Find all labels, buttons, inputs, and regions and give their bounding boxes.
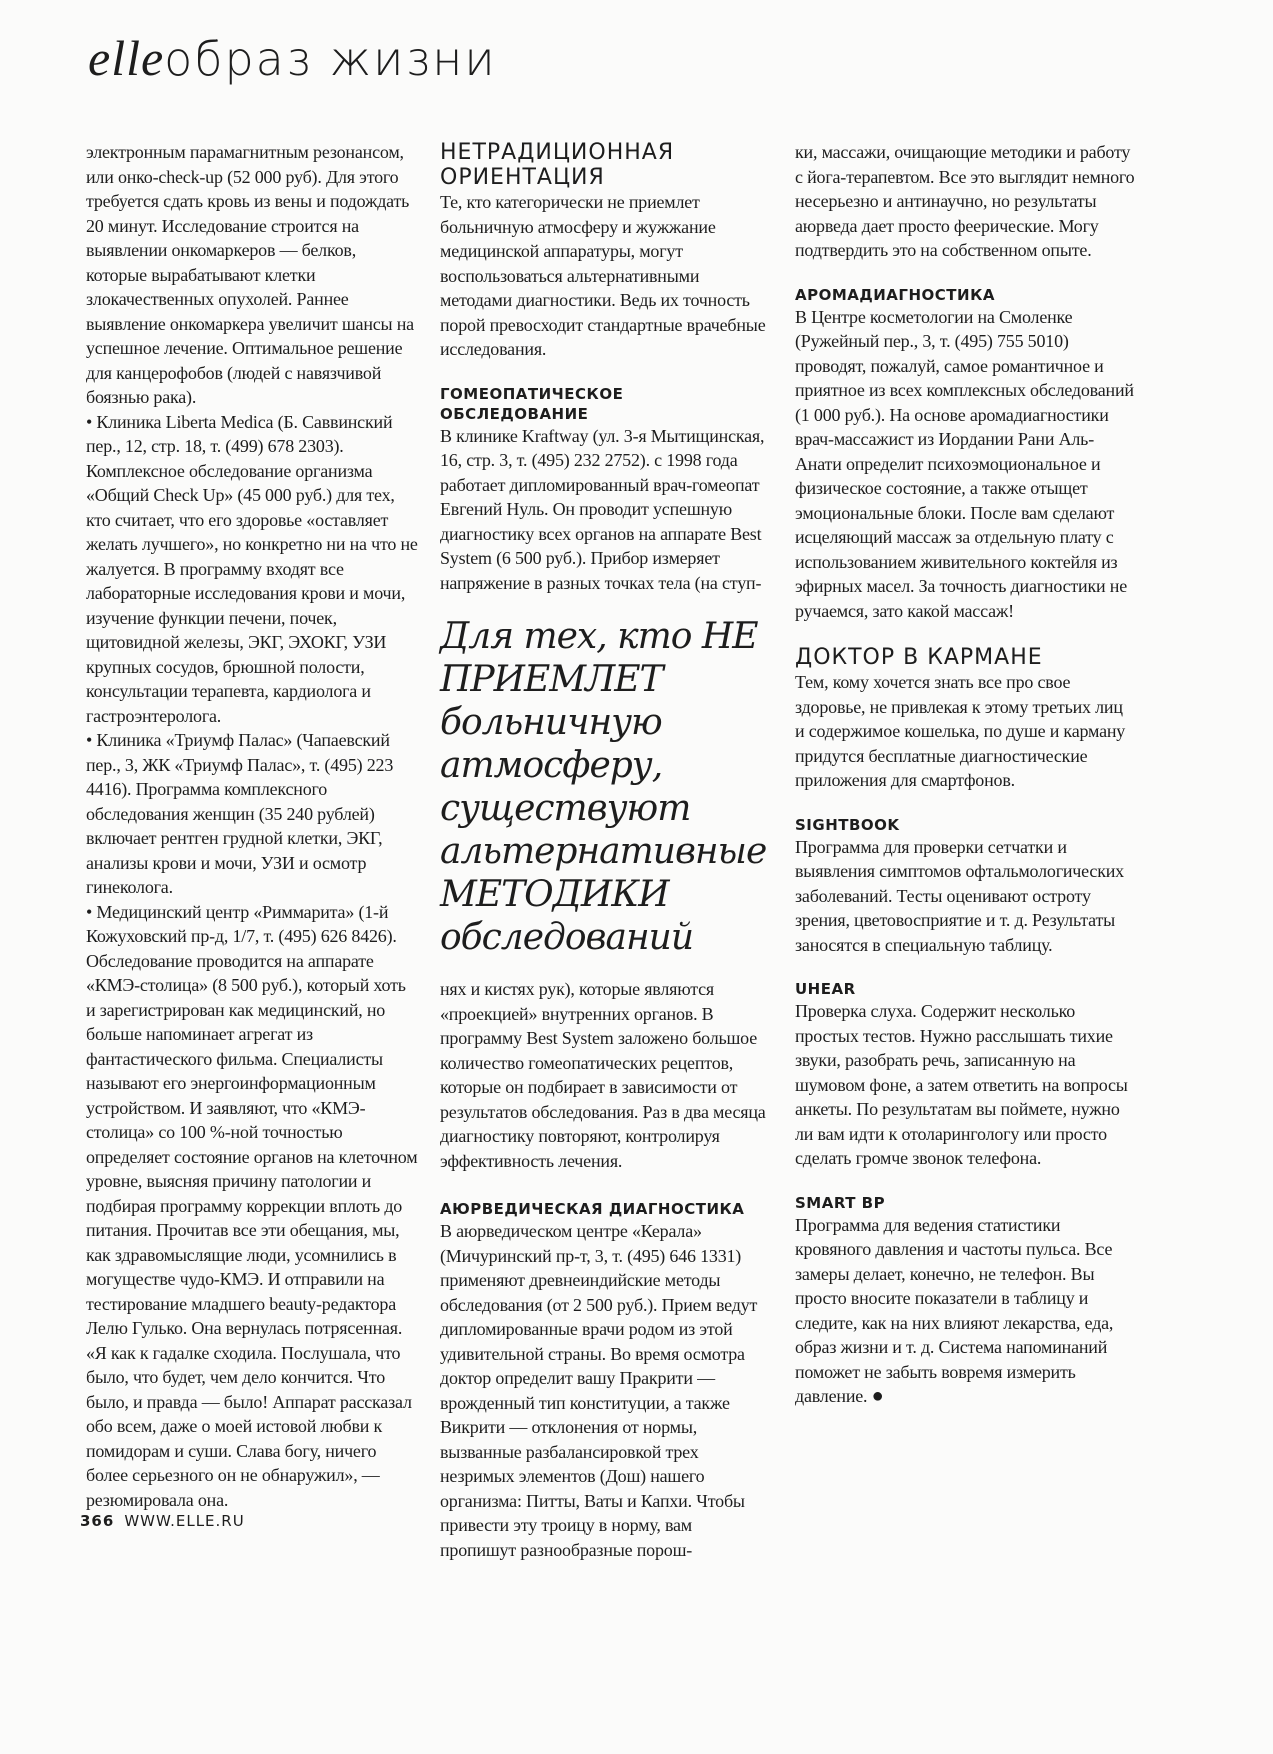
subsection-heading: ГОМЕОПАТИЧЕСКОЕ ОБСЛЕДОВАНИЕ [440, 384, 624, 423]
subsection-heading: АРОМАДИАГНОСТИКА [795, 285, 995, 304]
page-number: 366 [80, 1512, 115, 1530]
paragraph: Проверка слуха. Содержит несколько простых тестов. Нужно расслышать тихие звуки, разобрать речь, записанную на шумовом фоне, а затем ответить на вопросы анкеты. По результатам вы поймете, нужно ли вам идти к отоларингологу или просто сделать громче звонок телефона. [795, 1001, 1128, 1168]
column-3 [795, 140, 1135, 1409]
subsection-heading: АЮРВЕДИЧЕСКАЯ ДИАГНОСТИКА [440, 1200, 745, 1218]
paragraph: В клинике Kraftway (ул. 3-я Мытищинская, 16, стр. 3, т. (495) 232 2752). с 1998 года работает дипломированный врач-гомеопат Евгений Нуль. Он проводит успешную диагностику всех органов на аппарате Best System (6 500 руб.). Прибор измеряет напряжение в разных точках тела (на ступ- [440, 425, 765, 593]
app-name-heading: SMART BP [795, 1193, 886, 1212]
clinic-entry: • Клиника Liberta Medica (Б. Саввинский пер., 12, стр. 18, т. (499) 678 2303). Комплексное обследование организма «Общий Check Up» (45 000 руб.) для тех, кто считает, что его здоровье «оставляет желать лучшего», но конкретно ни на что не жалуется. В программу входят все лабораторные исследования крови и мочи, изучение функции печени, почек, щитовидной железы, ЭКГ, ЭХОКГ, УЗИ крупных сосудов, брюшной полости, консультации терапевта, кардиолога и гастроэнтеролога. [86, 411, 418, 726]
clinic-entry: • Клиника «Триумф Палас» (Чапаевский пер., 3, ЖК «Триумф Палас», т. (495) 223 4416). Программа комплексного обследования женщин (35 240 рублей) включает рентген грудной клетки, ЭКГ, анализы крови и мочи, УЗИ и осмотр гинеколога. [86, 730, 394, 897]
paragraph: Программа для проверки сетчатки и выявления симптомов офтальмологических заболеваний. Тесты оценивают остроту зрения, цветовосприятие и т. д. Результаты заносятся в специальную таблицу. [795, 836, 1124, 955]
section-heading: НЕТРАДИЦИОННАЯ ОРИЕНТАЦИЯ [440, 140, 675, 190]
paragraph: нях и кистях рук), которые являются «проекцией» внутренних органов. В программу Best System заложено большое количество гомеопатических рецептов, которые он подбирает в зависимости от результатов обследования. Раз в два месяца диагностику повторяют, контролируя эффективность лечения. [440, 979, 766, 1171]
page-footer [80, 1512, 245, 1530]
pull-quote: Для тех, кто НЕ ПРИЕМЛЕТ больничную атмосферу, существуют альтернативные МЕТОДИКИ обследований [440, 616, 767, 958]
clinic-entry: • Медицинский центр «Риммарита» (1-й Кожуховский пр-д, 1/7, т. (495) 626 8426). Обследование проводится на аппарате «КМЭ-столица» (8 500 руб.), который хоть и зарегистрирован как медицинский, но больше напоминает агрегат из фантастического фильма. Специалисты называют его энергоинформационным устройством. И заявляют, что «КМЭ-столица» со 100 %-ной точностью определяет состояние органов на клеточном уровне, выясняя причину патологии и подбирая программу коррекции вплоть до питания. Прочитав все эти обещания, мы, как здравомыслящие люди, усомнились в могуществе чудо-КМЭ. И отправили на тестирование младшего beauty-редактора Лелю Гулько. Она вернулась потрясенная. «Я как к гадалке сходила. Послушала, что было, что будет, чем дело кончится. Что было, и правда — было! Аппарат рассказал обо всем, даже о моей истовой любви к помидорам и суши. Слава богу, ничего более серьезного он не обнаружил», — резюмировала она. [86, 901, 418, 1510]
section-heading: ДОКТОР В КАРМАНЕ [795, 645, 1043, 670]
paragraph: В аюрведическом центре «Керала» (Мичуринский пр-т, 3, т. (495) 646 1331) применяют древнеиндийские методы обследования (от 2 500 руб.). Прием ведут дипломированные врачи родом из этой удивительной страны. Во время осмотра доктор определит вашу Пракрити — врожденный тип конституции, а также Викрити — отклонения от нормы, вызванные разбалансировкой трех незримых элементов (Дош) нашего организма: Питты, Ваты и Капхи. Чтобы привести эту троицу в норму, вам пропишут разнообразные порош- [440, 1221, 758, 1560]
paragraph: Тем, кому хочется знать все про свое здоровье, не привлекая к этому третьих лиц и содержимое кошелька, по душе и карману придутся бесплатные диагностические приложения для смартфонов. [795, 672, 1126, 790]
magazine-brand: elle [88, 30, 165, 86]
column-1 [86, 140, 418, 1512]
column-2 [440, 140, 770, 1562]
paragraph: Те, кто категорически не приемлет больничную атмосферу и жужжание медицинской аппаратуры, могут воспользоваться альтернативными методами диагностики. Ведь их точность порой превосходит стандартные врачебные исследования. [440, 192, 766, 359]
end-mark-icon: ● [871, 1385, 884, 1407]
app-name-heading: UHEAR [795, 980, 856, 998]
page-header [88, 28, 497, 89]
app-name-heading: SIGHTBOOK [795, 815, 900, 834]
paragraph: ки, массажи, очищающие методики и работу с йога-терапевтом. Все это выглядит немного несерьезно и антинаучно, но результаты аюрведа дает просто феерические. Могу подтвердить это на собственном опыте. [795, 142, 1135, 260]
paragraph: В Центре косметологии на Смоленке (Ружейный пер., 3, т. (495) 755 5010) проводят, пожалуй, самое романтичное и приятное из всех комплексных обследований (1 000 руб.). На основе аромадиагностики врач-массажист из Иордании Рани Аль-Анати определит психоэмоциональное и физическое состояние, а также отыщет эмоциональные блоки. После вам сделают исцеляющий массаж за отдельную плату с использованием живительного коктейля из эфирных масел. За точность диагностики не ручаемся, зато какой массаж! [795, 306, 1134, 621]
paragraph-text: Программа для ведения статистики кровяного давления и частоты пульса. Все замеры делает, конечно, не телефон. Вы просто вносите показатели в таблицу и следите, как на них влияют лекарства, еда, образ жизни и т. д. Система напоминаний поможет не забыть вовремя измерить давление. [795, 1214, 1114, 1406]
section-title: образ жизни [164, 32, 497, 86]
paragraph: электронным парамагнитным резонансом, или онко-check-up (52 000 руб). Для этого требуется сдать кровь из вены и подождать 20 минут. Исследование строится на выявлении онкомаркеров — белков, которые вырабатывают клетки злокачественных опухолей. Раннее выявление онкомаркера увеличит шансы на успешное лечение. Оптимальное решение для канцерофобов (людей с навязчивой боязнью рака). [86, 142, 414, 407]
website-url: WWW.ELLE.RU [124, 1512, 245, 1530]
paragraph [795, 1213, 1135, 1409]
